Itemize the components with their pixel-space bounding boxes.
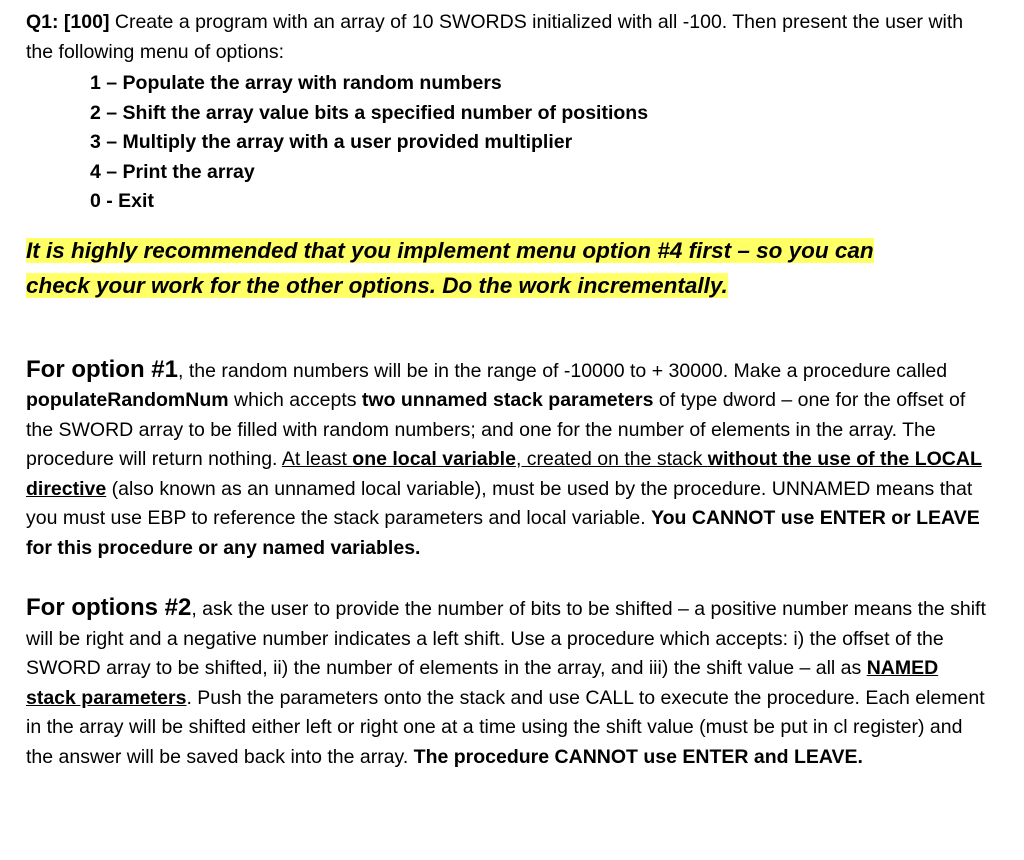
question-intro-text: Create a program with an array of 10 SWORDS initialized with all -100. Then present the user with the following menu of options: — [26, 11, 964, 63]
menu-option-2: 2 – Shift the array value bits a specified number of positions — [90, 101, 649, 124]
unnamed-params-phrase: two unnamed stack parameters — [361, 389, 654, 411]
menu-option-3: 3 – Multiply the array with a user provided multiplier — [90, 131, 573, 153]
named-params-phrase: NAMED stack parameters — [26, 657, 939, 709]
menu-option-1: 1 – Populate the array with random numbers — [90, 72, 502, 94]
option-1-paragraph: For option #1, the random numbers will be in the range of -10000 to + 30000. Make a procedure called populateRandomNum which accepts two unnamed stack parameters of type dword – one for the offset of the SWORD array to be filled with random numbers; and one for the number of elements in the array. The procedure will return nothing. At least one local variable, created on the stack without the use of the LOCAL directive (also known as an unnamed local variable), must be used by the procedure. UNNAMED means that you must use EBP to reference the stack parameters and local variable. You CANNOT use ENTER or LEAVE for this procedure or any named variables. — [26, 355, 982, 559]
procedure-name: populateRandomNum — [26, 389, 229, 411]
question-label: Q1: [100] — [26, 11, 110, 33]
question-intro — [26, 8, 986, 67]
menu-option-exit: 0 - Exit — [90, 190, 154, 212]
option-1-warning: You CANNOT use ENTER or LEAVE for this procedure or any named variables. — [26, 507, 980, 559]
option-2-heading: For options #2 — [26, 594, 192, 621]
option-1-heading: For option #1 — [26, 355, 178, 383]
option-2-warning: The procedure CANNOT use ENTER and LEAVE. — [413, 745, 863, 768]
recommendation-line-2: check your work for the other options. Do the work incrementally. — [26, 272, 728, 298]
local-variable-phrase: one local variable — [352, 448, 516, 470]
menu-option-4: 4 – Print the array — [90, 160, 255, 183]
recommendation-note — [26, 233, 986, 303]
no-local-directive-phrase: without the use of the LOCAL directive — [26, 448, 982, 500]
option-2-paragraph: For options #2, ask the user to provide the number of bits to be shifted – a positive number means the shift will be right and a negative number indicates a left shift. Use a procedure which accepts: i) the offset of the SWORD array to be shifted, ii) the number of elements in the array, and iii) the shift value – all as NAMED stack parameters. Push the parameters onto the stack and use CALL to execute the procedure. Each element in the array will be shifted either left or right one at a time using the shift value (must be put in cl register) and the answer will be saved back into the array. The procedure CANNOT use ENTER and LEAVE. — [26, 594, 986, 768]
recommendation-line-1: It is highly recommended that you implement menu option #4 first – so you can — [26, 237, 874, 263]
menu-options-list — [90, 69, 986, 217]
document-body — [26, 8, 986, 772]
